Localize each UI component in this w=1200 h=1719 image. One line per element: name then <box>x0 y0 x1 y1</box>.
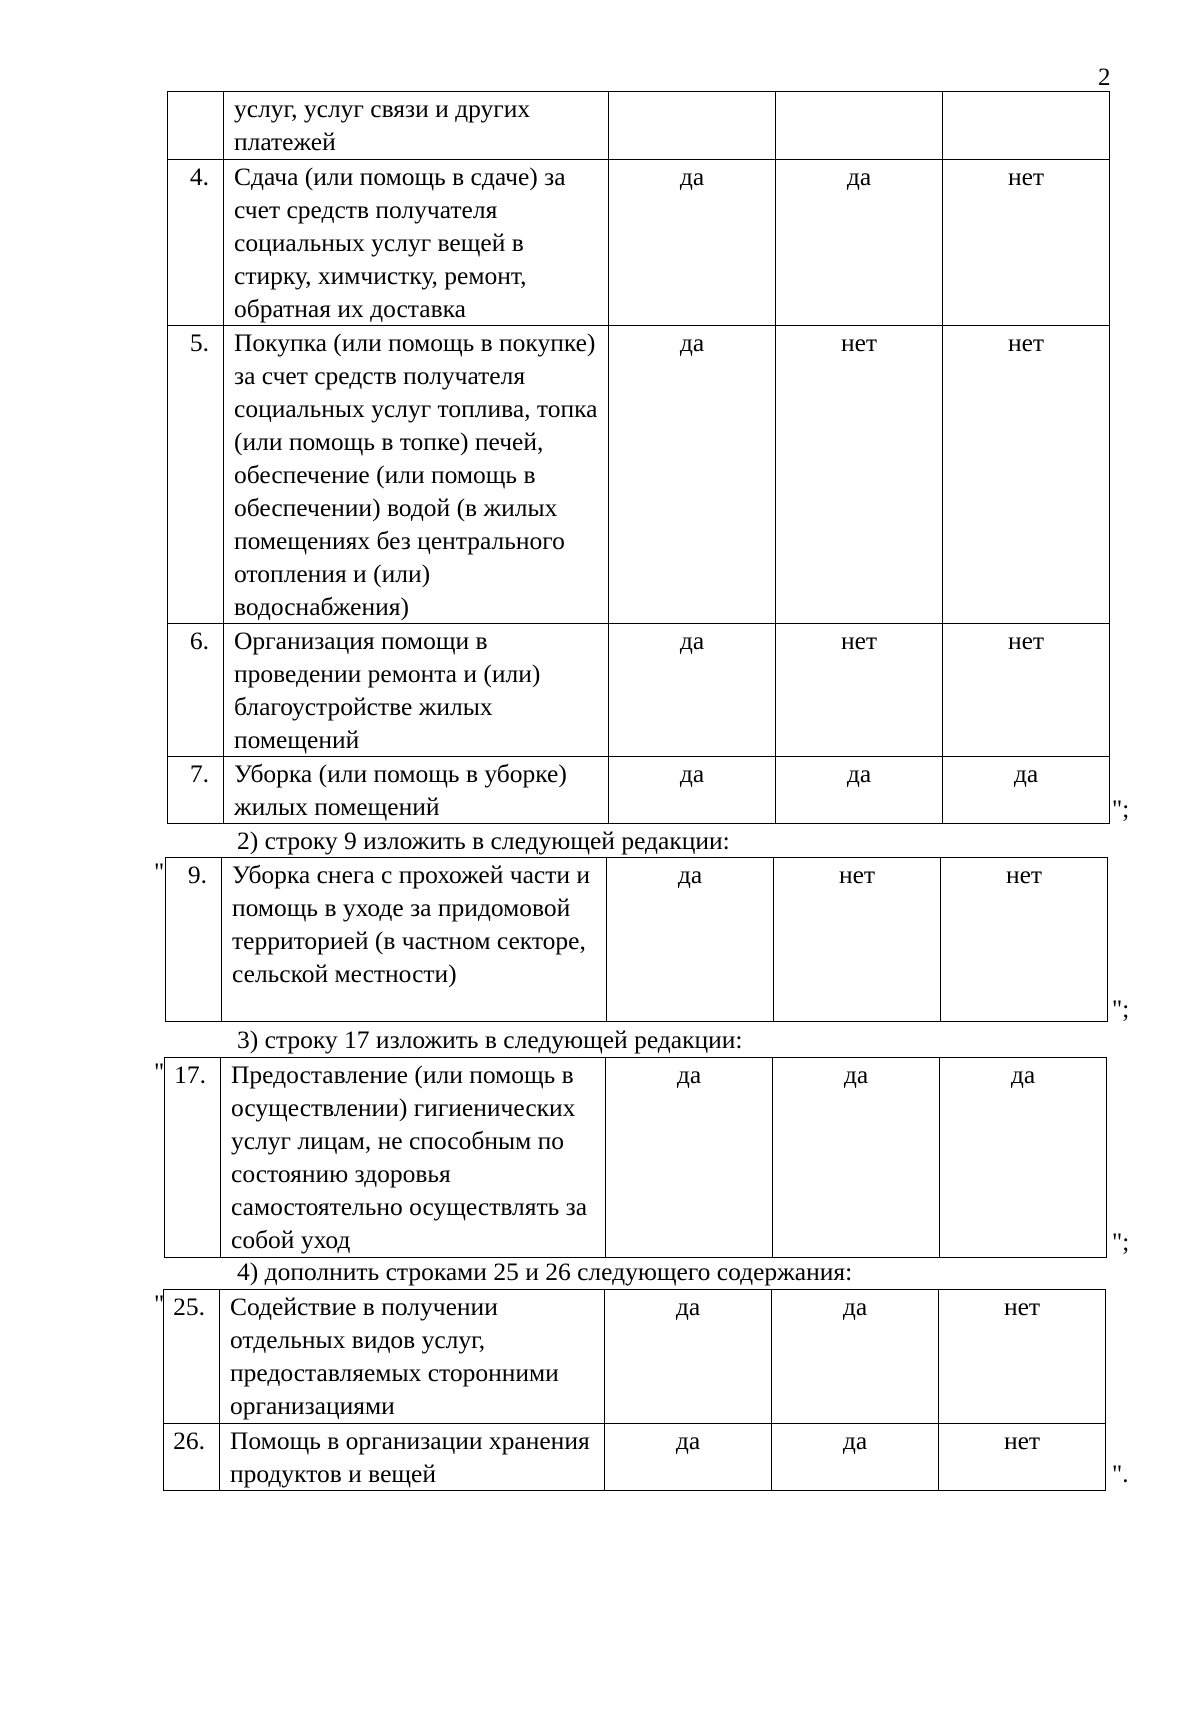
table-row <box>168 160 1110 326</box>
table-row <box>165 1058 1107 1258</box>
column-1-value: да <box>605 1290 772 1424</box>
table-row <box>166 858 1108 1022</box>
table-row <box>168 624 1110 757</box>
opening-quote-mark: " <box>154 1059 165 1086</box>
column-3-value: да <box>940 1058 1107 1258</box>
row-number: 6. <box>168 624 224 757</box>
column-2-value: нет <box>774 858 941 1022</box>
closing-quote-mark: "; <box>1112 996 1130 1023</box>
column-3-value: нет <box>943 624 1110 757</box>
service-description: Организация помощи в проведении ремонта и (или) благоустройстве жилых помещений <box>224 624 609 757</box>
row-17-table <box>164 1057 1107 1258</box>
service-description: Сдача (или помощь в сдаче) за счет средств получателя социальных услуг вещей в стирку, химчистку, ремонт, обратная их доставка <box>224 160 609 326</box>
service-description: услуг, услуг связи и других платежей <box>224 92 609 160</box>
column-2-value: да <box>772 1290 939 1424</box>
column-2-value: нет <box>776 326 943 624</box>
column-1-value: да <box>609 757 776 824</box>
service-description: Уборка (или помощь в уборке) жилых помещений <box>224 757 609 824</box>
section-2-heading: 2) строку 9 изложить в следующей редакции: <box>237 826 730 855</box>
row-number: 17. <box>165 1058 221 1258</box>
closing-quote-mark: "; <box>1112 796 1130 823</box>
column-1-value: да <box>609 624 776 757</box>
service-description: Уборка снега с прохожей части и помощь в уходе за придомовой территорией (в частном секторе, сельской местности) <box>222 858 607 1022</box>
table-row <box>164 1424 1106 1491</box>
service-description: Помощь в организации хранения продуктов и вещей <box>220 1424 605 1491</box>
service-description: Содействие в получении отдельных видов услуг, предоставляемых сторонними организациями <box>220 1290 605 1424</box>
opening-quote-mark: " <box>154 859 165 886</box>
column-3-value: нет <box>943 326 1110 624</box>
closing-quote-mark: "; <box>1112 1229 1130 1256</box>
column-1-value <box>609 92 776 160</box>
closing-quote-mark: ". <box>1112 1461 1129 1488</box>
column-2-value <box>776 92 943 160</box>
row-number: 5. <box>168 326 224 624</box>
column-2-value: нет <box>776 624 943 757</box>
table-row <box>168 757 1110 824</box>
column-3-value: да <box>943 757 1110 824</box>
column-3-value: нет <box>939 1424 1106 1491</box>
table-row <box>168 92 1110 160</box>
table-row <box>164 1290 1106 1424</box>
column-1-value: да <box>609 160 776 326</box>
row-number: 7. <box>168 757 224 824</box>
row-9-table <box>165 857 1108 1022</box>
rows-25-26-table <box>163 1289 1106 1491</box>
row-number: 25. <box>164 1290 220 1424</box>
column-1-value: да <box>605 1424 772 1491</box>
row-number: 4. <box>168 160 224 326</box>
column-3-value <box>943 92 1110 160</box>
column-2-value: да <box>773 1058 940 1258</box>
section-4-heading: 4) дополнить строками 25 и 26 следующего содержания: <box>237 1257 853 1286</box>
column-1-value: да <box>606 1058 773 1258</box>
column-3-value: нет <box>943 160 1110 326</box>
section-3-heading: 3) строку 17 изложить в следующей редакции: <box>237 1025 743 1054</box>
column-2-value: да <box>776 757 943 824</box>
column-2-value: да <box>776 160 943 326</box>
column-3-value: нет <box>941 858 1108 1022</box>
column-1-value: да <box>607 858 774 1022</box>
column-3-value: нет <box>939 1290 1106 1424</box>
opening-quote-mark: " <box>154 1291 165 1318</box>
services-table-continuation <box>167 91 1110 824</box>
row-number: 9. <box>166 858 222 1022</box>
service-description: Предоставление (или помощь в осуществлении) гигиенических услуг лицам, не способным по состоянию здоровья самостоятельно осуществлять за собой уход <box>221 1058 606 1258</box>
table-row <box>168 326 1110 624</box>
row-number: 26. <box>164 1424 220 1491</box>
page-number: 2 <box>1098 64 1111 91</box>
row-number <box>168 92 224 160</box>
column-1-value: да <box>609 326 776 624</box>
service-description: Покупка (или помощь в покупке) за счет средств получателя социальных услуг топлива, топка (или помощь в топке) печей, обеспечение (или помощь в обеспечении) водой (в жилых помещениях без центрального отопления и (или) водоснабжения) <box>224 326 609 624</box>
column-2-value: да <box>772 1424 939 1491</box>
